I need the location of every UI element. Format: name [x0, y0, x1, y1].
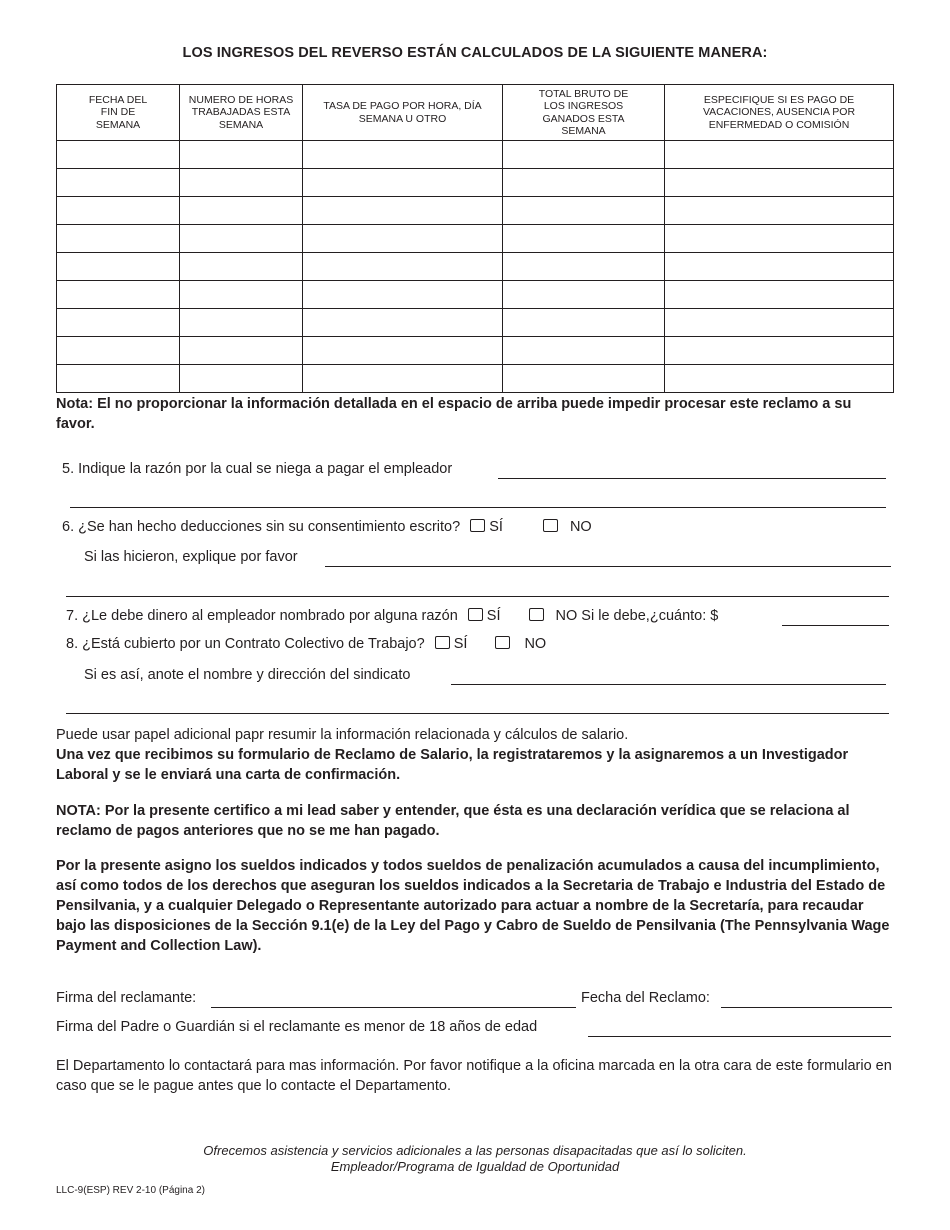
header-pay-rate: TASA DE PAGO POR HORA, DÍA SEMANA U OTRO	[303, 85, 503, 141]
question-8	[66, 636, 546, 652]
question-7-yes-label: SÍ	[486, 608, 501, 624]
table-row	[57, 197, 894, 225]
question-5-number: 5.	[62, 461, 75, 477]
question-6-answer-line[interactable]	[325, 566, 891, 567]
table-row	[57, 281, 894, 309]
table-cell[interactable]	[57, 337, 180, 365]
table-row	[57, 141, 894, 169]
question-6-yes-label: SÍ	[489, 519, 503, 535]
guardian-signature-label: Firma del Padre o Guardián si el reclamante es menor de 18 años de edad	[56, 1019, 538, 1035]
form-footer-code: LLC-9(ESP) REV 2-10 (Página 2)	[56, 1185, 205, 1196]
table-row	[57, 253, 894, 281]
page-title: LOS INGRESOS DEL REVERSO ESTÁN CALCULADOS DE LA SIGUIENTE MANERA:	[182, 45, 768, 61]
table-cell[interactable]	[57, 281, 180, 309]
table-cell[interactable]	[303, 309, 503, 337]
question-7-text: ¿Le debe dinero al empleador nombrado por alguna razón	[82, 608, 458, 624]
claimant-signature-line[interactable]	[211, 1007, 576, 1008]
question-8-yes-checkbox[interactable]	[435, 636, 450, 649]
table-cell[interactable]	[665, 337, 894, 365]
table-cell[interactable]	[57, 169, 180, 197]
question-7-amount-line[interactable]	[782, 625, 889, 626]
question-8-number: 8.	[66, 636, 79, 652]
table-cell[interactable]	[665, 141, 894, 169]
table-cell[interactable]	[180, 281, 303, 309]
question-6-no-label: NO	[569, 519, 592, 535]
question-7-no-label: NO Si le debe,¿cuánto: $	[555, 608, 719, 624]
question-7-number: 7.	[66, 608, 79, 624]
question-6-answer-line-2[interactable]	[66, 596, 889, 597]
claimant-signature-label: Firma del reclamante:	[56, 990, 197, 1006]
question-5	[62, 461, 452, 477]
table-row	[57, 225, 894, 253]
guardian-signature-line[interactable]	[588, 1036, 891, 1037]
table-cell[interactable]	[180, 337, 303, 365]
header-pay-type: ESPECIFIQUE SI ES PAGO DE VACACIONES, AUSENCIA POR ENFERMEDAD O COMISIÓN	[665, 85, 894, 141]
question-5-answer-line[interactable]	[498, 478, 886, 479]
question-8-followup: Si es así, anote el nombre y dirección del sindicato	[84, 667, 411, 683]
table-cell[interactable]	[180, 169, 303, 197]
table-cell[interactable]	[57, 197, 180, 225]
table-row	[57, 169, 894, 197]
table-cell[interactable]	[303, 281, 503, 309]
extra-paper-note: Puede usar papel adicional papr resumir la información relacionada y cálculos de salario.	[56, 727, 629, 743]
question-8-answer-line[interactable]	[451, 684, 886, 685]
question-8-no-checkbox[interactable]	[495, 636, 510, 649]
table-cell[interactable]	[503, 309, 665, 337]
assignment-statement: Por la presente asigno los sueldos indicados y todos sueldos de penalización acumulados a causa del incumplimiento, así como todos de los derechos que aseguran los sueldos indicados a la Secretaria de Trabajo e Industria del Estado de Pensilvania, y a cualquier Delegado o Representante autorizado para actuar a nombre de la Secretaría, para recaudar bajo las disposiciones de la Sección 9.1(e) de la Ley del Pago y Cabro de Sueldo de Pensilvania (The Pennsylvania Wage Payment and Collection Law).	[56, 858, 890, 954]
table-cell[interactable]	[503, 365, 665, 393]
table-cell[interactable]	[303, 253, 503, 281]
table-cell[interactable]	[503, 281, 665, 309]
question-5-answer-line-2[interactable]	[70, 507, 886, 508]
table-cell[interactable]	[665, 225, 894, 253]
table-cell[interactable]	[303, 141, 503, 169]
question-8-yes-label: SÍ	[453, 636, 468, 652]
table-cell[interactable]	[180, 365, 303, 393]
earnings-table	[56, 84, 894, 393]
question-6-yes-checkbox[interactable]	[470, 519, 485, 532]
registration-note: Una vez que recibimos su formulario de Reclamo de Salario, la registrataremos y la asignaremos a un Investigador Laboral y se le enviará una carta de confirmación.	[56, 747, 849, 783]
question-6-followup: Si las hicieron, explique por favor	[84, 549, 298, 565]
assistance-line-2: Empleador/Programa de Igualdad de Oportunidad	[330, 1159, 620, 1174]
question-5-text: Indique la razón por la cual se niega a pagar el empleador	[78, 461, 453, 477]
table-cell[interactable]	[665, 365, 894, 393]
table-cell[interactable]	[180, 309, 303, 337]
table-cell[interactable]	[303, 197, 503, 225]
table-cell[interactable]	[57, 225, 180, 253]
table-cell[interactable]	[57, 309, 180, 337]
table-cell[interactable]	[665, 253, 894, 281]
assistance-line-1: Ofrecemos asistencia y servicios adicionales a las personas disapacitadas que así lo soliciten.	[203, 1143, 747, 1158]
table-cell[interactable]	[57, 141, 180, 169]
table-cell[interactable]	[303, 365, 503, 393]
table-row	[57, 309, 894, 337]
table-cell[interactable]	[180, 141, 303, 169]
table-cell[interactable]	[180, 197, 303, 225]
table-row	[57, 365, 894, 393]
certification-note: NOTA: Por la presente certifico a mi lead saber y entender, que ésta es una declaración verídica que se relaciona al reclamo de pagos anteriores que no se me han pagado.	[56, 803, 850, 839]
question-7-no-checkbox[interactable]	[529, 608, 544, 621]
table-cell[interactable]	[503, 225, 665, 253]
table-cell[interactable]	[665, 197, 894, 225]
table-cell[interactable]	[57, 365, 180, 393]
table-cell[interactable]	[303, 337, 503, 365]
question-8-no-label: NO	[524, 636, 547, 652]
table-header-row	[57, 85, 894, 141]
header-gross-earnings: TOTAL BRUTO DE LOS INGRESOS GANADOS ESTA SEMANA	[503, 85, 665, 141]
table-cell[interactable]	[503, 169, 665, 197]
table-note: Nota: El no proporcionar la información detallada en el espacio de arriba puede impedir procesar este reclamo a su favor.	[56, 396, 852, 432]
question-8-text: ¿Está cubierto por un Contrato Colectivo de Trabajo?	[82, 636, 425, 652]
table-cell[interactable]	[503, 197, 665, 225]
contact-note: El Departamento lo contactará para mas información. Por favor notifique a la oficina marcada en la otra cara de este formulario en caso que se le pague antes que lo contacte el Departamento.	[56, 1058, 892, 1094]
question-7	[66, 608, 718, 624]
table-cell[interactable]	[180, 225, 303, 253]
table-cell[interactable]	[665, 281, 894, 309]
table-cell[interactable]	[665, 309, 894, 337]
question-6-text: ¿Se han hecho deducciones sin su consentimiento escrito?	[78, 519, 461, 535]
header-hours-worked: NUMERO DE HORAS TRABAJADAS ESTA SEMANA	[180, 85, 303, 141]
claim-date-line[interactable]	[721, 1007, 892, 1008]
question-8-answer-line-2[interactable]	[66, 713, 889, 714]
question-6-number: 6.	[62, 519, 75, 535]
question-6-no-checkbox[interactable]	[543, 519, 558, 532]
question-6	[62, 519, 592, 535]
table-row	[57, 337, 894, 365]
header-week-end-date: FECHA DEL FIN DE SEMANA	[57, 85, 180, 141]
table-cell[interactable]	[303, 225, 503, 253]
claim-date-label: Fecha del Reclamo:	[581, 990, 710, 1006]
table-cell[interactable]	[503, 253, 665, 281]
question-7-yes-checkbox[interactable]	[468, 608, 483, 621]
table-cell[interactable]	[303, 169, 503, 197]
table-cell[interactable]	[503, 141, 665, 169]
table-cell[interactable]	[665, 169, 894, 197]
table-cell[interactable]	[57, 253, 180, 281]
table-cell[interactable]	[503, 337, 665, 365]
table-cell[interactable]	[180, 253, 303, 281]
